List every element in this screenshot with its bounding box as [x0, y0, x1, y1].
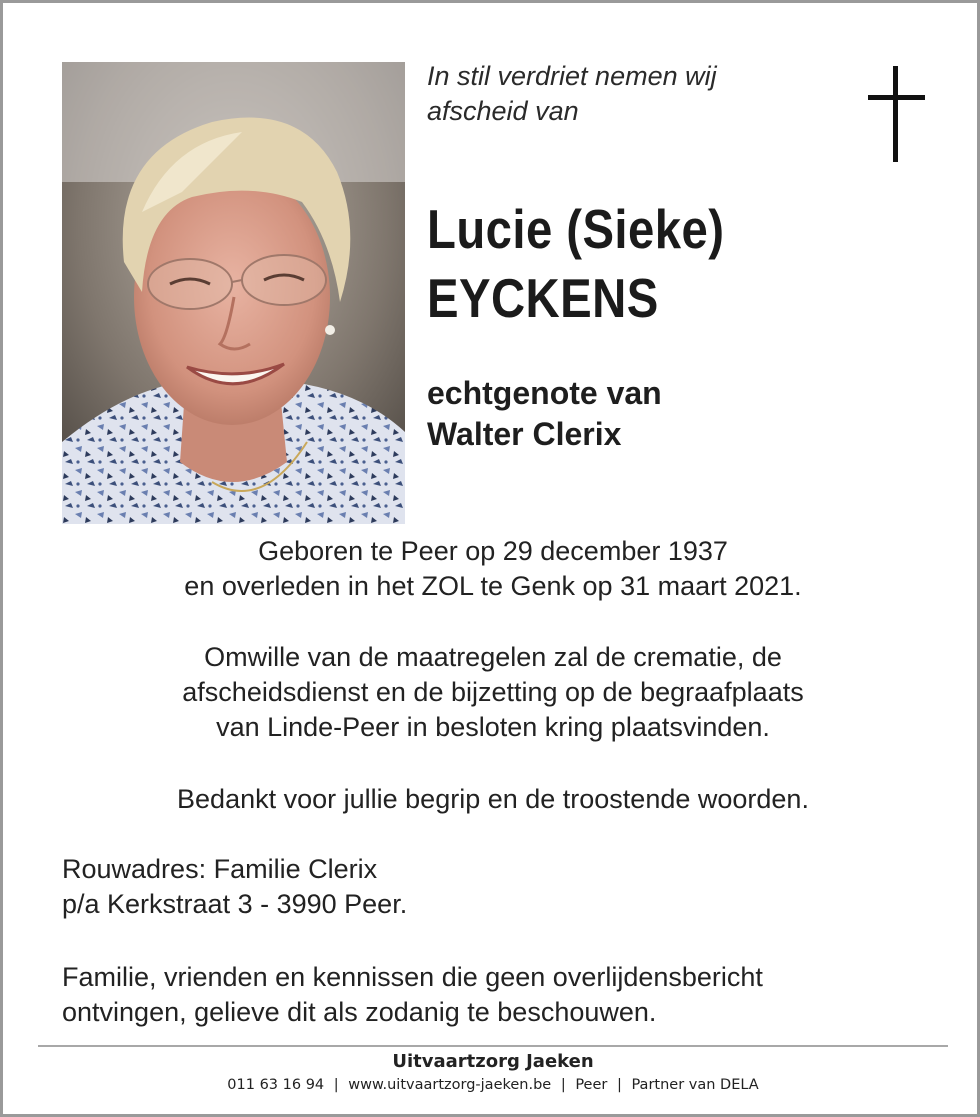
funeral-home-name: Uitvaartzorg Jaeken — [392, 1051, 594, 1072]
deceased-name — [427, 195, 874, 333]
cross-icon — [868, 66, 925, 162]
spouse-line-2: Walter Clerix — [427, 416, 622, 452]
notice-line-2: ontvingen, gelieve dit als zodanig te beschouwen. — [62, 997, 657, 1027]
intro-line-2: afscheid van — [427, 96, 579, 126]
footer-website-link[interactable]: www.uitvaartzorg-jaeken.be — [348, 1077, 552, 1093]
footer-town: Peer — [575, 1077, 608, 1093]
intro-text — [427, 59, 807, 129]
footer-partner: Partner van DELA — [631, 1077, 759, 1093]
address-line-1: Rouwadres: Familie Clerix — [62, 854, 378, 884]
ceremony-text — [43, 640, 943, 745]
deceased-first-name: Lucie (Sieke) — [427, 198, 725, 260]
footer-separator: | — [616, 1077, 622, 1093]
footer-phone: 011 63 16 94 — [227, 1077, 325, 1093]
intro-line-1: In stil verdriet nemen wij — [427, 61, 717, 91]
notice-text — [62, 960, 922, 1030]
spouse-info — [427, 373, 827, 455]
footer-divider — [38, 1045, 948, 1047]
ceremony-line-1: Omwille van de maatregelen zal de crematie, de — [204, 642, 782, 672]
deceased-surname: EYCKENS — [427, 267, 659, 329]
ceremony-line-3: van Linde-Peer in besloten kring plaatsvinden. — [216, 712, 770, 742]
birth-line: Geboren te Peer op 29 december 1937 — [258, 536, 728, 566]
portrait-photo — [62, 62, 405, 524]
footer-separator: | — [560, 1077, 566, 1093]
spouse-line-1: echtgenote van — [427, 375, 662, 411]
thanks-text: Bedankt voor jullie begrip en de troostende woorden. — [177, 784, 809, 814]
mourning-address — [62, 852, 922, 922]
ceremony-line-2: afscheidsdienst en de bijzetting op de begraafplaats — [182, 677, 804, 707]
funeral-home-contact — [3, 1075, 980, 1095]
footer-separator: | — [333, 1077, 339, 1093]
birth-death-text — [43, 534, 943, 604]
address-line-2: p/a Kerkstraat 3 - 3990 Peer. — [62, 889, 408, 919]
notice-line-1: Familie, vrienden en kennissen die geen overlijdensbericht — [62, 962, 763, 992]
death-line: en overleden in het ZOL te Genk op 31 maart 2021. — [184, 571, 802, 601]
